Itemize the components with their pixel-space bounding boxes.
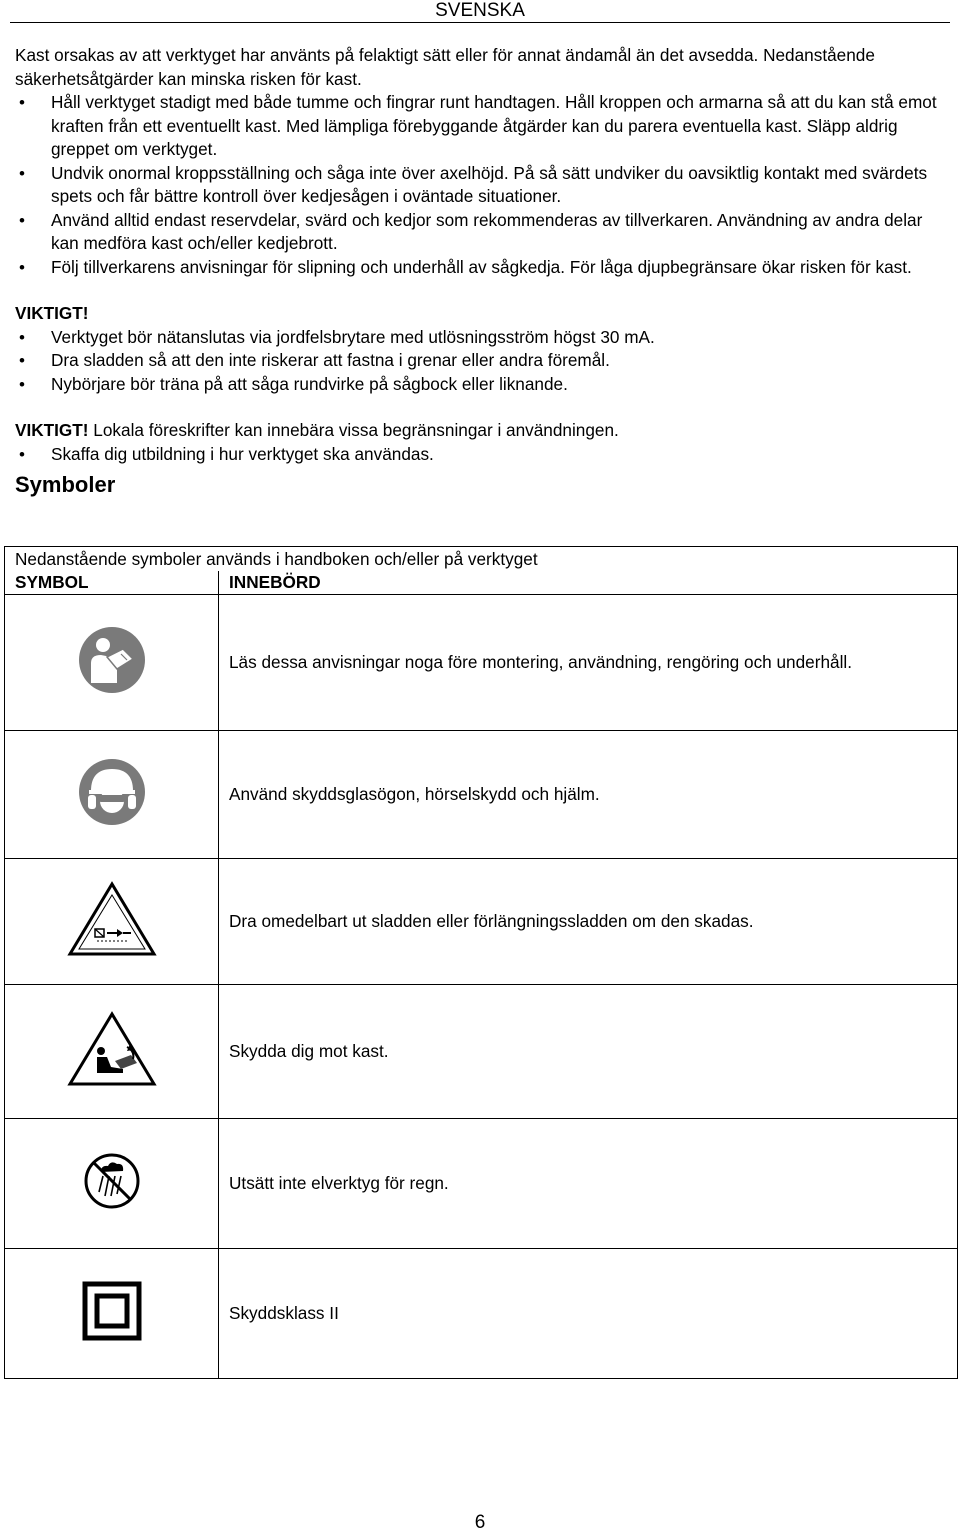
column-header-symbol: SYMBOL xyxy=(5,571,219,595)
list-item: • Dra sladden så att den inte riskerar att fastna i grenar eller andra föremål. xyxy=(15,349,950,373)
intro-paragraph: Kast orsakas av att verktyget har använts på felaktigt sätt eller för annat ändamål än det avsedda. Nedanstående säkerhetsåtgärder kan minska risken för kast. xyxy=(15,45,875,89)
table-row xyxy=(5,1119,958,1249)
list-item: • Håll verktyget stadigt med både tumme och fingrar runt handtagen. Håll kroppen och armarna så att du kan stå emot kraften från ett eventuellt kast. Med lämpliga förebyggande åtgärder kan du parera eventuella kast. Släpp aldrig greppet om verktyget. xyxy=(15,91,950,162)
symbol-cell xyxy=(5,859,219,985)
section-title: Symboler xyxy=(15,472,116,497)
meaning-cell: Läs dessa anvisningar noga före montering, användning, rengöring och underhåll. xyxy=(219,595,958,731)
table-row xyxy=(5,1249,958,1379)
list-item: • Följ tillverkarens anvisningar för slipning och underhåll av sågkedja. För låga djupbegränsare ökar risken för kast. xyxy=(15,256,950,280)
important-list xyxy=(15,326,950,397)
list-item: • Använd alltid endast reservdelar, svärd och kedjor som rekommenderas av tillverkaren. Användning av andra delar kan medföra kast och/eller kedjebrott. xyxy=(15,209,950,256)
meaning-cell: Använd skyddsglasögon, hörselskydd och hjälm. xyxy=(219,731,958,859)
kickback-list xyxy=(15,91,950,279)
meaning-cell: Skydda dig mot kast. xyxy=(219,985,958,1119)
protective-gear-icon xyxy=(77,757,147,827)
list-item: • Undvik onormal kroppsställning och såga inte över axelhöjd. På så sätt undviker du oavsiktlig kontakt med svärdets spets och får bättre kontroll över kedjesågen i oväntade situationer. xyxy=(15,162,950,209)
important-note xyxy=(15,419,950,443)
no-rain-icon xyxy=(83,1152,141,1210)
meaning-cell: Utsätt inte elverktyg för regn. xyxy=(219,1119,958,1249)
symbol-cell xyxy=(5,731,219,859)
symbols-table xyxy=(4,546,958,1379)
column-header-meaning: INNEBÖRD xyxy=(219,571,958,595)
table-caption: Nedanstående symboler används i handboken och/eller på verktyget xyxy=(5,547,958,572)
important-note-text: Lokala föreskrifter kan innebära vissa begränsningar i användningen. xyxy=(88,420,619,440)
symbol-cell xyxy=(5,595,219,731)
symbol-cell xyxy=(5,1119,219,1249)
important-label: VIKTIGT! xyxy=(15,420,89,440)
page-header: SVENSKA xyxy=(10,0,950,23)
table-row xyxy=(5,731,958,859)
kickback-warning-icon xyxy=(67,1011,157,1087)
list-item: • Nybörjare bör träna på att såga rundvirke på sågbock eller liknande. xyxy=(15,373,950,397)
list-item: • Skaffa dig utbildning i hur verktyget ska användas. xyxy=(15,443,950,467)
symbol-cell xyxy=(5,1249,219,1379)
training-list xyxy=(15,443,950,467)
unplug-warning-icon xyxy=(67,881,157,957)
list-item: • Verktyget bör nätanslutas via jordfelsbrytare med utlösningsström högst 30 mA. xyxy=(15,326,950,350)
table-row xyxy=(5,985,958,1119)
class-ii-icon xyxy=(82,1281,142,1341)
page-content xyxy=(15,44,950,510)
meaning-cell: Skyddsklass II xyxy=(219,1249,958,1379)
page-number: 6 xyxy=(474,1512,486,1533)
read-manual-icon xyxy=(77,625,147,695)
meaning-cell: Dra omedelbart ut sladden eller förlängningssladden om den skadas. xyxy=(219,859,958,985)
important-heading: VIKTIGT! xyxy=(15,303,89,323)
table-row xyxy=(5,859,958,985)
symbol-cell xyxy=(5,985,219,1119)
table-row xyxy=(5,595,958,731)
